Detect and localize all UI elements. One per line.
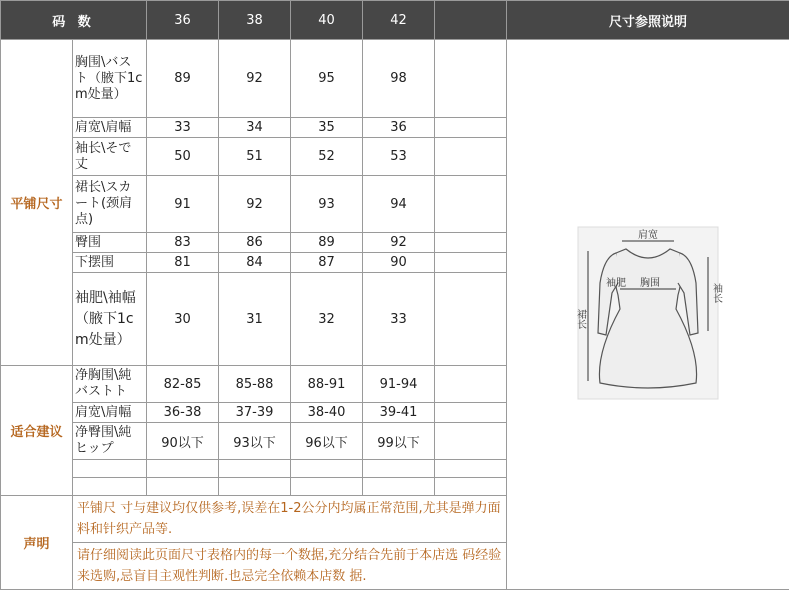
cell-value: 33 [147, 118, 219, 138]
size-header-38: 38 [219, 1, 291, 40]
cell-value: 35 [291, 118, 363, 138]
flat-group-label: 平铺尺寸 [1, 40, 73, 366]
size-header-42: 42 [363, 1, 435, 40]
cell-value: 90 [363, 253, 435, 273]
empty-cell [435, 176, 507, 233]
cell-value: 52 [291, 138, 363, 176]
cell-value: 53 [363, 138, 435, 176]
shoulder-label: 肩宽 [638, 229, 658, 241]
cell-value: 39-41 [363, 403, 435, 423]
empty-cell [435, 273, 507, 366]
size-diagram-cell [507, 40, 789, 590]
row-label: 肩宽\肩幅 [73, 403, 147, 423]
cuff-label: 袖肥 [606, 277, 626, 289]
cell-value: 30 [147, 273, 219, 366]
header-empty [435, 1, 507, 40]
statement-line-1: 平铺尺 寸与建议均仅供参考,误差在1-2公分内均属正常范围,尤其是弹力面料和针织产品等. [73, 496, 507, 543]
cell-value: 89 [147, 40, 219, 118]
cell-value: 37-39 [219, 403, 291, 423]
cell-value: 89 [291, 233, 363, 253]
header-row [1, 1, 789, 40]
fit-group-label: 适合建议 [1, 366, 73, 496]
empty-cell [435, 253, 507, 273]
cell-value: 82-85 [147, 366, 219, 403]
cell-value: 86 [219, 233, 291, 253]
cell-value: 93 [291, 176, 363, 233]
cell-value: 92 [219, 176, 291, 233]
row-label: 臀围 [73, 233, 147, 253]
length-label: 裙长 [574, 308, 586, 329]
cell-value: 93以下 [219, 423, 291, 460]
row-label: 净臀围\純ヒップ [73, 423, 147, 460]
cell-value: 36-38 [147, 403, 219, 423]
cell-value: 36 [363, 118, 435, 138]
cell-value: 81 [147, 253, 219, 273]
cell-value: 84 [219, 253, 291, 273]
cell-value: 51 [219, 138, 291, 176]
row-label: 裙长\スカート(颈肩点) [73, 176, 147, 233]
cell-value: 38-40 [291, 403, 363, 423]
bust-label: 胸围 [640, 277, 660, 289]
table-row [1, 40, 789, 118]
cell-value: 50 [147, 138, 219, 176]
cell-value: 94 [363, 176, 435, 233]
cell-value: 32 [291, 273, 363, 366]
statement-label: 声明 [1, 496, 73, 590]
cell-value: 92 [363, 233, 435, 253]
empty-cell [435, 366, 507, 403]
row-label: 下摆围 [73, 253, 147, 273]
cell-value: 33 [363, 273, 435, 366]
cell-value: 90以下 [147, 423, 219, 460]
cell-value: 95 [291, 40, 363, 118]
empty-cell [435, 118, 507, 138]
row-label: 袖肥\袖幅（腋下1cm处量） [73, 273, 147, 366]
cell-value: 87 [291, 253, 363, 273]
cell-value: 85-88 [219, 366, 291, 403]
cell-value: 99以下 [363, 423, 435, 460]
cell-value: 31 [219, 273, 291, 366]
size-code-header: 码 数 [1, 1, 147, 40]
cell-value: 88-91 [291, 366, 363, 403]
empty-cell [435, 403, 507, 423]
size-guide-header: 尺寸参照说明 [507, 1, 789, 40]
cell-value: 98 [363, 40, 435, 118]
cell-value: 96以下 [291, 423, 363, 460]
cell-value: 34 [219, 118, 291, 138]
cell-value: 92 [219, 40, 291, 118]
sleeve-label: 袖长 [710, 282, 722, 303]
size-header-40: 40 [291, 1, 363, 40]
empty-cell [435, 138, 507, 176]
empty-cell [435, 40, 507, 118]
dress-diagram [568, 223, 728, 403]
row-label: 袖长\そで丈 [73, 138, 147, 176]
row-label: 净胸围\純バストト [73, 366, 147, 403]
empty-cell [435, 423, 507, 460]
empty-cell [435, 233, 507, 253]
cell-value: 83 [147, 233, 219, 253]
row-label: 胸围\バスト（腋下1cm处量） [73, 40, 147, 118]
cell-value: 91-94 [363, 366, 435, 403]
size-header-36: 36 [147, 1, 219, 40]
row-label: 肩宽\肩幅 [73, 118, 147, 138]
statement-line-2: 请仔细阅读此页面尺寸表格内的每一个数据,充分结合先前于本店选 码经验来选购,忌盲目主观性判断.也忌完全依赖本店数 据. [73, 543, 507, 590]
cell-value: 91 [147, 176, 219, 233]
